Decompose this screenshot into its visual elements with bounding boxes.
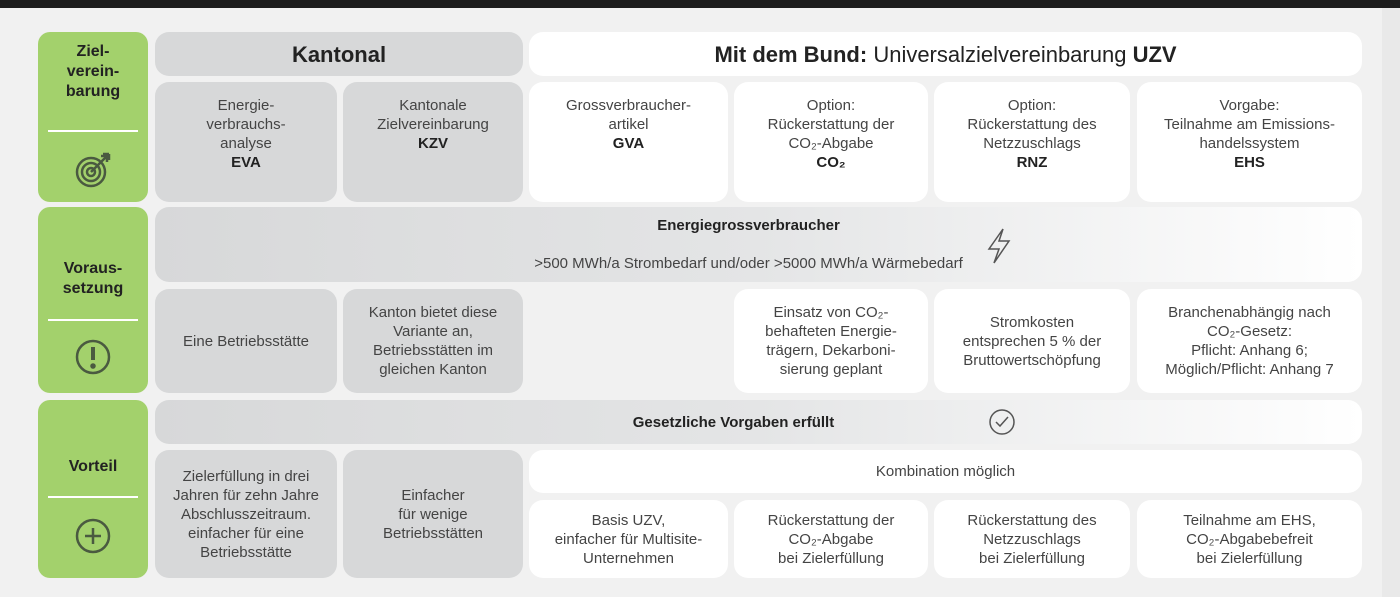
header-cantonal [155, 32, 523, 76]
type-text: Option: Rückerstattung des Netzzuschlags [967, 97, 1097, 152]
header-abbr: UZV [1132, 41, 1177, 67]
type-abbr: GVA [612, 135, 645, 152]
plus-circle-icon [73, 516, 113, 556]
benefit-card [529, 500, 728, 578]
benefit-text: Rückerstattung der CO₂-Abgabe bei Zielerfüllung [767, 511, 895, 567]
header-text: Kantonal [291, 41, 387, 67]
prereq-card [343, 289, 523, 393]
page-edge [1382, 8, 1400, 597]
band-text: >500 MWh/a Strombedarf und/oder >5000 MWh/a Wärmebedarf [534, 255, 963, 272]
type-card [734, 82, 928, 202]
type-text: Energie- verbrauchs- analyse [206, 97, 286, 152]
type-abbr: RNZ [1016, 154, 1048, 171]
target-icon [73, 150, 113, 190]
prereq-card [155, 289, 337, 393]
row-label-text: Vorteil [68, 458, 118, 475]
prereq-text: Stromkosten entsprechen 5 % der Bruttowertschöpfung [962, 313, 1102, 369]
header-text: Universalzielvereinbarung [867, 41, 1133, 67]
benefit-card [734, 500, 928, 578]
benefit-text: Rückerstattung des Netzzuschlags bei Zielerfüllung [967, 511, 1097, 567]
row-label-benefit [38, 400, 148, 578]
benefit-card [934, 500, 1130, 578]
benefit-card [1137, 500, 1362, 578]
divider [48, 130, 138, 132]
prereq-card [934, 289, 1130, 393]
exclamation-circle-icon [73, 337, 113, 377]
type-card [934, 82, 1130, 202]
type-abbr: KZV [417, 135, 448, 152]
check-circle-icon [988, 408, 1016, 436]
prereq-text: Branchenabhängig nach CO₂-Gesetz: Pflicht: Anhang 6; Möglich/Pflicht: Anhang 7 [1165, 304, 1334, 378]
type-card [343, 82, 523, 202]
benefit-text: Basis UZV, einfacher für Multisite- Unternehmen [554, 511, 703, 567]
benefit-card [155, 450, 337, 578]
prereq-card [734, 289, 928, 393]
band-title: Energiegrossverbraucher [657, 217, 840, 234]
combination-band [529, 450, 1362, 493]
type-text: Option: Rückerstattung der CO₂-Abgabe [767, 97, 895, 152]
type-card [1137, 82, 1362, 202]
benefit-card [343, 450, 523, 578]
type-text: Vorgabe: Teilnahme am Emissions- handelssystem [1164, 97, 1335, 152]
type-text: Grossverbraucher- artikel [565, 97, 692, 133]
benefit-text: Zielerfüllung in drei Jahren für zehn Jahre Abschlusszeitraum. einfacher für eine Betriebsstätte [173, 467, 319, 561]
type-text: Kantonale Zielvereinbarung [377, 97, 489, 133]
top-bar [0, 0, 1400, 8]
divider [48, 496, 138, 498]
prereq-text: Einsatz von CO₂- behafteten Energie- trägern, Dekarboni- sierung geplant [765, 304, 897, 378]
combination-text: Kombination möglich [875, 463, 1016, 480]
divider [48, 319, 138, 321]
row-label-text: Voraus- setzung [62, 260, 124, 297]
header-bold: Mit dem Bund: [714, 41, 868, 67]
band-title: Gesetzliche Vorgaben erfüllt [632, 413, 835, 431]
row-label-text: Ziel- verein- barung [65, 43, 121, 100]
row-label-target [38, 32, 148, 202]
type-card [155, 82, 337, 202]
type-card [529, 82, 728, 202]
benefit-text: Einfacher für wenige Betriebsstätten [382, 486, 484, 542]
prereq-card [1137, 289, 1362, 393]
prereq-text: Kanton bietet diese Variante an, Betriebsstätten im gleichen Kanton [368, 304, 498, 378]
type-abbr: CO₂ [816, 154, 846, 171]
type-abbr: EVA [231, 154, 261, 171]
prereq-band [155, 207, 1362, 282]
benefit-text: Teilnahme am EHS, CO₂-Abgabebefreit bei Zielerfüllung [1183, 511, 1316, 567]
type-abbr: EHS [1234, 154, 1265, 171]
lightning-icon [985, 227, 1013, 265]
benefit-band [155, 400, 1362, 444]
prereq-text: Eine Betriebsstätte [183, 332, 309, 350]
row-label-prereq [38, 207, 148, 393]
header-federal [529, 32, 1362, 76]
